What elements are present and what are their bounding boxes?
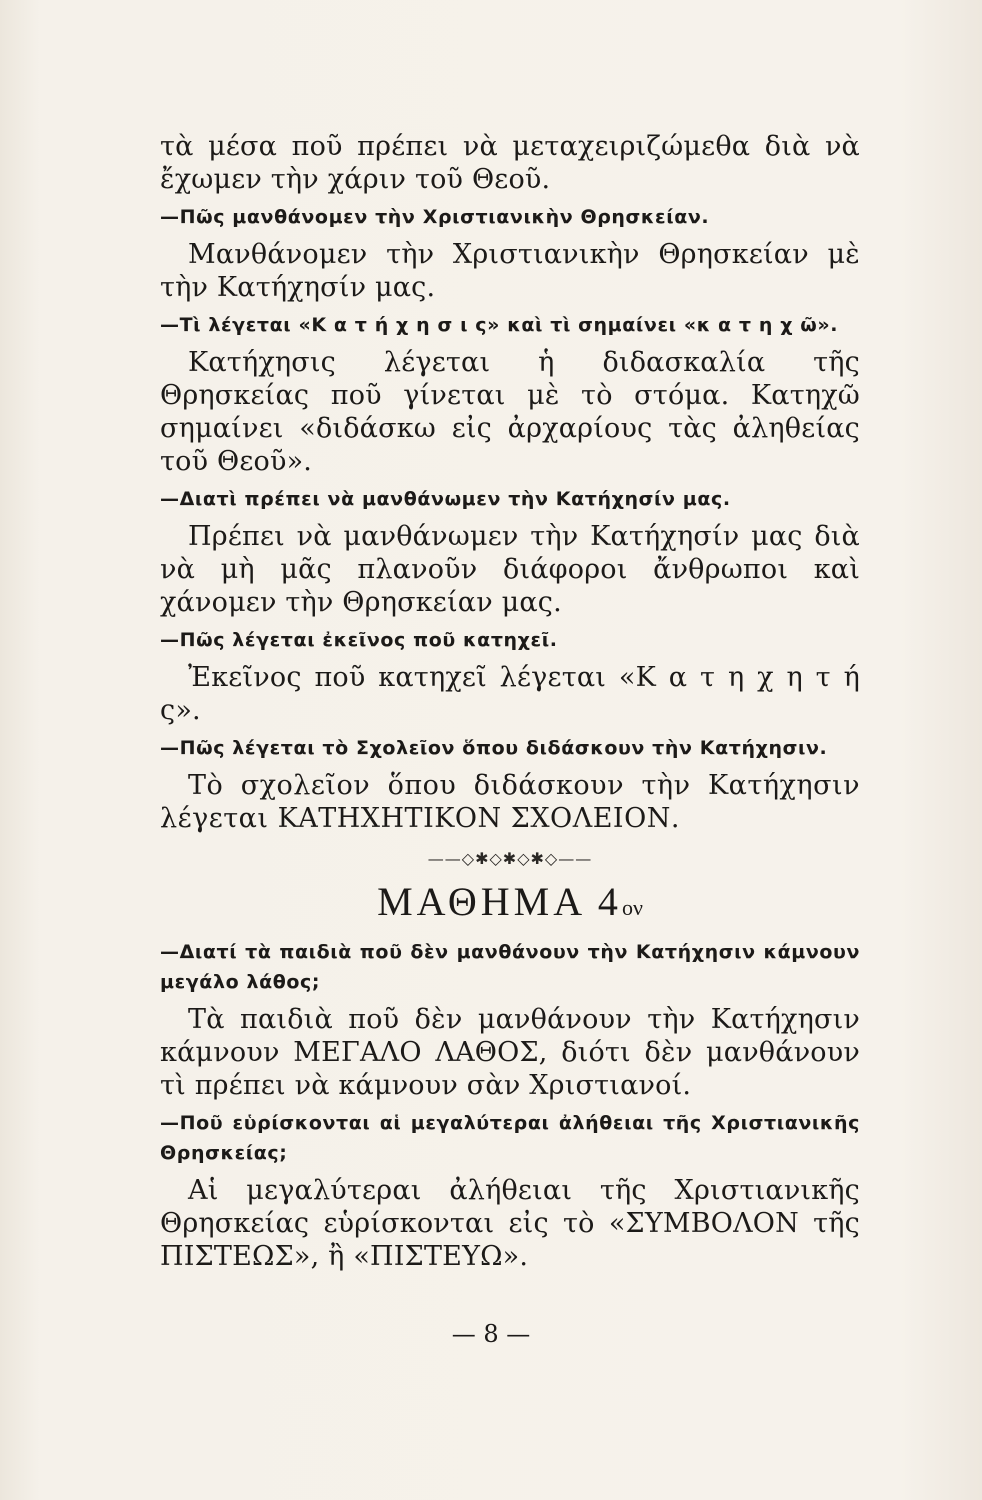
body-paragraph: Κατήχησις λέγεται ἡ διδασκαλία τῆς Θρησκείας ποῦ γίνεται μὲ τὸ στόμα. Κατηχῶ σημαίνει «διδάσκω εἰς ἀρχαρίους τὰς ἀληθείας τοῦ Θεοῦ».: [160, 347, 860, 477]
question-heading: —Διατί τὰ παιδιὰ ποῦ δὲν μανθάνουν τὴν Κατήχησιν κάμνουν μεγάλο λάθος;: [160, 941, 860, 993]
body-paragraph: Ἐκεῖνος ποῦ κατηχεῖ λέγεται «Κ α τ η χ η τ ή ς».: [160, 662, 860, 726]
lesson-title: [160, 878, 860, 925]
question-heading: —Διατὶ πρέπει νὰ μανθάνωμεν τὴν Κατήχησίν μας.: [160, 488, 731, 510]
body-paragraph: Τὸ σχολεῖον ὅπου διδάσκουν τὴν Κατήχησιν λέγεται ΚΑΤΗΧΗΤΙΚΟΝ ΣΧΟΛΕΙΟΝ.: [160, 770, 860, 834]
text-column: [160, 130, 860, 1273]
body-paragraph: Μανθάνομεν τὴν Χριστιανικὴν Θρησκείαν μὲ τὴν Κατήχησίν μας.: [160, 239, 860, 303]
body-paragraph: Αἱ μεγαλύτεραι ἀλήθειαι τῆς Χριστιανικῆς Θρησκείας εὑρίσκονται εἰς τὸ «ΣΥΜΒΟΛΟΝ τῆς ΠΙΣΤΕΩΣ», ἢ «ΠΙΣΤΕΥΩ».: [160, 1175, 860, 1272]
question-heading: —Πῶς λέγεται τὸ Σχολεῖον ὅπου διδάσκουν τὴν Κατήχησιν.: [160, 737, 828, 759]
question-heading: —Πῶς λέγεται ἐκεῖνος ποῦ κατηχεῖ.: [160, 629, 558, 651]
ornamental-divider: ——◇✱◇✱◇✱◇——: [427, 849, 593, 868]
question-heading: —Ποῦ εὑρίσκονται αἱ μεγαλύτεραι ἀλήθειαι τῆς Χριστιανικῆς Θρησκείας;: [160, 1112, 860, 1164]
body-paragraph: τὰ μέσα ποῦ πρέπει νὰ μεταχειριζώμεθα διὰ νὰ ἔχωμεν τὴν χάριν τοῦ Θεοῦ.: [160, 131, 860, 195]
question-heading: —Τὶ λέγεται «Κ α τ ή χ η σ ι ς» καὶ τὶ σημαίνει «κ α τ η χ ῶ».: [160, 314, 839, 336]
page-number: — 8 —: [451, 1320, 531, 1348]
body-paragraph: Πρέπει νὰ μανθάνωμεν τὴν Κατήχησίν μας διὰ νὰ μὴ μᾶς πλανοῦν διάφοροι ἄνθρωποι καὶ χάνομεν τὴν Θρησκείαν μας.: [160, 521, 860, 618]
lesson-title-text: ΜΑΘΗΜΑ 4: [377, 879, 622, 924]
lesson-title-suffix: ον: [621, 895, 643, 920]
question-heading: —Πῶς μανθάνομεν τὴν Χριστιανικὴν Θρησκείαν.: [160, 206, 710, 228]
body-paragraph: Τὰ παιδιὰ ποῦ δὲν μανθάνουν τὴν Κατήχησιν κάμνουν ΜΕΓΑΛΟ ΛΑΘΟΣ, διότι δὲν μανθάνουν τὶ πρέπει νὰ κάμνουν σὰν Χριστιανοί.: [160, 1004, 860, 1101]
